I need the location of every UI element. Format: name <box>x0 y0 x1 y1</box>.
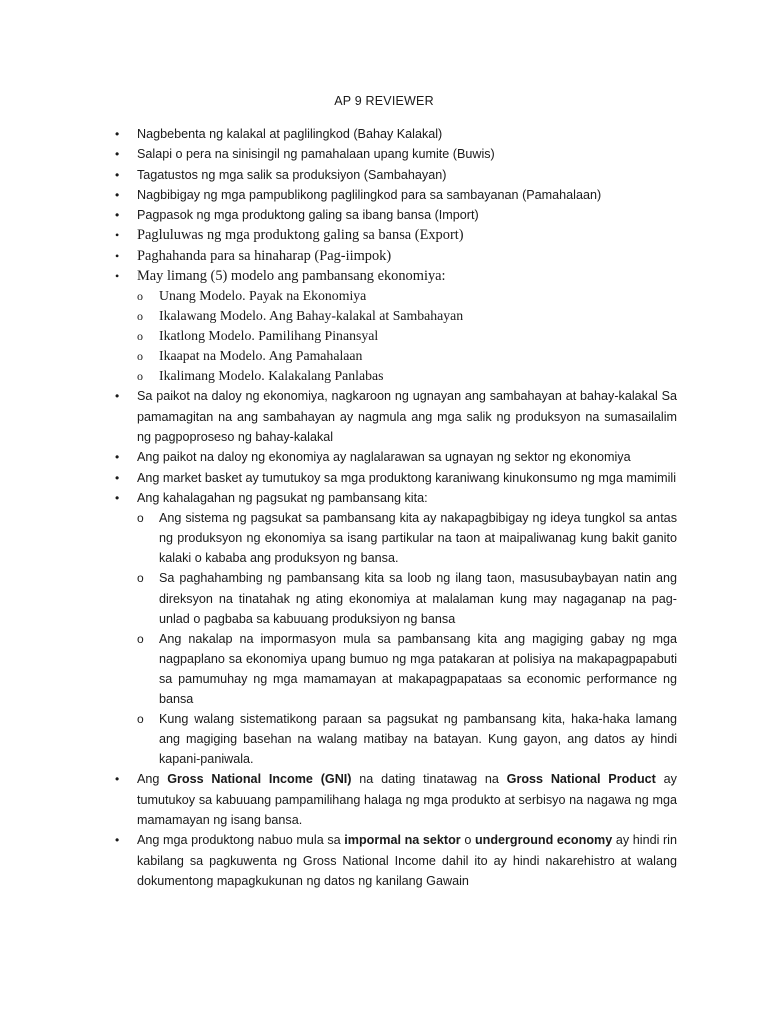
underground-economy-term: underground economy <box>474 833 613 848</box>
bullet-icon: • <box>115 147 120 162</box>
sublist-item <box>115 346 677 366</box>
informal-text-3: ay hindi rin kabilang sa pagkuwenta ng Gross National Income dahil ito ay hindi nakarehistro at walang dokumentong mapagkukunan ng datos ng kanilang Gawain <box>137 833 677 888</box>
bullet-icon: • <box>115 228 120 243</box>
sublist-item-text: Kung walang sistematikong paraan sa pagsukat ng pambansang kita, haka-haka lamang ang magiging basehan na walang matibay na batayan. Kung gayon, ang datos ay hindi kapani-paniwala. <box>159 712 677 767</box>
sublist-item-text: Ikatlong Modelo. Pamilihang Pinansyal <box>159 328 379 344</box>
list-item-text: Ang kahalagahan ng pagsukat ng pambansang kita: <box>137 490 428 505</box>
bullet-icon: • <box>115 167 120 182</box>
list-item-text: Pagluluwas ng mga produktong galing sa bansa (Export) <box>137 227 464 244</box>
bullet-icon: • <box>115 269 120 284</box>
sublist-item-text: Ikalawang Modelo. Ang Bahay-kalakal at Sambahayan <box>159 308 464 324</box>
list-item <box>115 266 677 386</box>
models-sublist <box>137 286 677 386</box>
list-item-text: Salapi o pera na sinisingil ng pamahalaan upang kumite (Buwis) <box>137 147 495 162</box>
sub-bullet-icon: o <box>137 369 143 384</box>
list-item-text: Nagbebenta ng kalakal at paglilingkod (Bahay Kalakal) <box>137 127 443 141</box>
sublist-item <box>115 306 677 326</box>
bullet-icon: • <box>115 470 120 485</box>
bullet-icon: • <box>115 248 120 263</box>
list-item-informal <box>115 830 677 891</box>
sublist-item <box>115 366 677 386</box>
importance-sublist <box>137 508 677 769</box>
gni-text-3: ay tumutukoy sa kabuuang pampamilihang halaga ng mga produkto at serbisyo na nagawa ng mga mamamayan ng isang bansa. <box>137 772 677 827</box>
sublist-item <box>115 568 677 628</box>
list-item-text: May limang (5) modelo ang pambansang ekonomiya: <box>137 268 446 285</box>
list-item <box>115 488 677 770</box>
list-item-text: Sa paikot na daloy ng ekonomiya, nagkaroon ng ugnayan ang sambahayan at bahay-kalakal Sa pamamagitan na ang sambahayan ay nagmula ang mga salik ng produksyon na sumasailalim ng pagpoproseso ng bahay-kalakal <box>137 389 677 444</box>
list-item <box>115 447 677 467</box>
list-item-text: Nagbibigay ng mga pampublikong paglilingkod para sa sambayanan (Pamahalaan) <box>137 187 602 202</box>
list-item <box>115 246 677 266</box>
list-item <box>115 386 677 447</box>
list-item-text: Ang paikot na daloy ng ekonomiya ay naglalarawan sa ugnayan ng sektor ng ekonomiya <box>137 450 631 465</box>
gni-text-2: na dating tinatawag na <box>351 772 507 787</box>
sublist-item <box>115 508 677 568</box>
bullet-icon: • <box>115 127 120 141</box>
sublist-item-text: Ang sistema ng pagsukat sa pambansang kita ay nakapagbibigay ng ideya tungkol sa antas ng produksyon ng ekonomiya sa isang partikular na taon at maipaliwanag kung bakit ganito kalaki o kababa ang produksyon ng bansa. <box>159 511 677 566</box>
gnp-term: Gross National Product <box>506 772 656 787</box>
list-item <box>115 185 677 205</box>
sub-bullet-icon: o <box>137 329 143 344</box>
bullet-icon: • <box>115 389 120 404</box>
sub-bullet-icon: o <box>137 631 144 646</box>
sublist-item-text: Sa paghahambing ng pambansang kita sa loob ng ilang taon, masusubaybayan natin ang direksyon na tinatahak ng ating ekonomiya at malalaman kung may nagaganap na pag-unlad o pagbaba sa kabuuang produksiyon ng bansa <box>159 571 677 626</box>
sublist-item-text: Unang Modelo. Payak na Ekonomiya <box>159 288 367 304</box>
gni-text-1: Ang <box>137 772 168 787</box>
bullet-icon: • <box>115 833 120 848</box>
sub-bullet-icon: o <box>137 309 143 324</box>
list-item-text: Ang market basket ay tumutukoy sa mga produktong karaniwang kinukonsumo ng mga mamimili <box>137 470 676 485</box>
sublist-item-text: Ang nakalap na impormasyon mula sa pambansang kita ang magiging gabay ng mga nagpaplano sa ekonomiya upang bumuo ng mga patakaran at polisiya na makapagpapabuti sa pamumuhay ng mga mamamayan at makapagpapataas sa economic performance ng bansa <box>159 631 677 706</box>
list-item <box>115 205 677 225</box>
bullet-icon: • <box>115 772 120 787</box>
list-item-text: Pagpasok ng mga produktong galing sa ibang bansa (Import) <box>137 208 479 223</box>
informal-text-1: Ang mga produktong nabuo mula sa <box>137 833 345 848</box>
list-item <box>115 124 677 144</box>
sublist-item <box>115 286 677 306</box>
list-item-gni <box>115 769 677 830</box>
bullet-icon: • <box>115 187 120 202</box>
sub-bullet-icon: o <box>137 571 144 586</box>
sublist-item-text: Ikalimang Modelo. Kalakalang Panlabas <box>159 368 384 384</box>
sublist-item <box>115 629 677 709</box>
gni-term: Gross National Income (GNI) <box>167 772 352 787</box>
list-item <box>115 225 677 245</box>
list-item-text: Tagatustos ng mga salik sa produksiyon (Sambahayan) <box>137 167 447 182</box>
list-item <box>115 468 677 488</box>
bullet-icon: • <box>115 450 120 465</box>
bullet-icon: • <box>115 490 120 505</box>
sublist-item <box>115 326 677 346</box>
sublist-item-text: Ikaapat na Modelo. Ang Pamahalaan <box>159 348 363 364</box>
main-bullet-list <box>115 124 677 891</box>
sub-bullet-icon: o <box>137 712 144 727</box>
sub-bullet-icon: o <box>137 511 144 526</box>
informal-text-2: o <box>460 833 475 848</box>
list-item-text: Paghahanda para sa hinaharap (Pag-iimpok) <box>137 247 392 264</box>
sublist-item <box>115 709 677 769</box>
list-item <box>115 144 677 164</box>
bullet-icon: • <box>115 208 120 223</box>
sub-bullet-icon: o <box>137 289 143 304</box>
sub-bullet-icon: o <box>137 349 143 364</box>
informal-sector-term: impormal na sektor <box>344 833 461 848</box>
document-title: AP 9 REVIEWER <box>334 94 434 108</box>
list-item <box>115 165 677 185</box>
